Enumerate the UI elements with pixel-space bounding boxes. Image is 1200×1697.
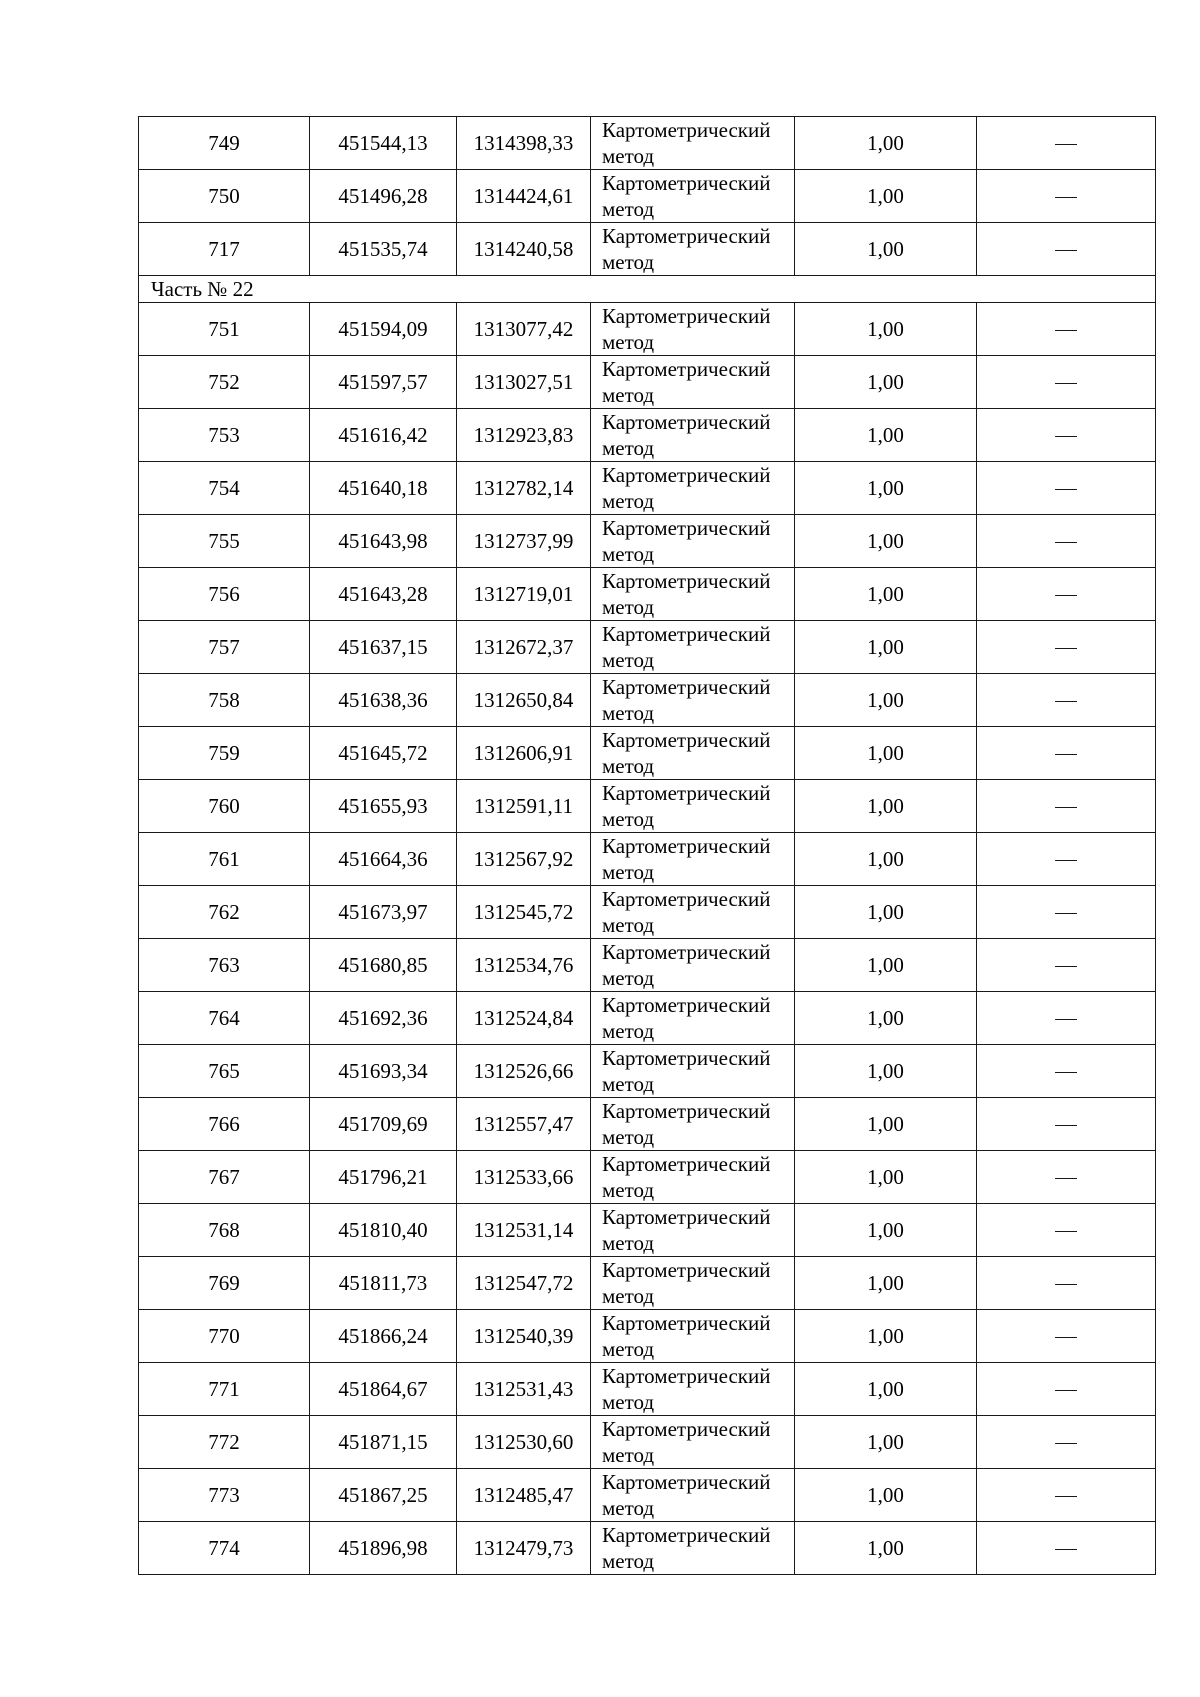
method-cell: Картометрический метод [591,1204,795,1257]
y-coordinate-cell: 1312479,73 [457,1522,591,1575]
precision-cell: 1,00 [795,1257,977,1310]
point-number-cell: 753 [139,409,310,462]
note-cell [977,1469,1156,1522]
precision-cell: 1,00 [795,621,977,674]
point-number-cell: 764 [139,992,310,1045]
point-number-cell: 762 [139,886,310,939]
dash-mark [1055,966,1077,967]
dash-mark [1055,542,1077,543]
note-cell [977,992,1156,1045]
dash-mark [1055,595,1077,596]
x-coordinate-cell: 451638,36 [310,674,457,727]
y-coordinate-cell: 1314398,33 [457,117,591,170]
table-row [139,727,1156,780]
dash-mark [1055,913,1077,914]
x-coordinate-cell: 451616,42 [310,409,457,462]
point-number-cell: 717 [139,223,310,276]
precision-cell: 1,00 [795,833,977,886]
method-cell: Картометрический метод [591,833,795,886]
x-coordinate-cell: 451643,28 [310,568,457,621]
x-coordinate-cell: 451664,36 [310,833,457,886]
x-coordinate-cell: 451645,72 [310,727,457,780]
y-coordinate-cell: 1312557,47 [457,1098,591,1151]
dash-mark [1055,250,1077,251]
table-body-after-part [139,303,1156,1575]
precision-cell: 1,00 [795,1363,977,1416]
precision-cell: 1,00 [795,568,977,621]
x-coordinate-cell: 451810,40 [310,1204,457,1257]
point-number-cell: 770 [139,1310,310,1363]
table-row [139,939,1156,992]
x-coordinate-cell: 451673,97 [310,886,457,939]
x-coordinate-cell: 451796,21 [310,1151,457,1204]
precision-cell: 1,00 [795,303,977,356]
note-cell [977,939,1156,992]
x-coordinate-cell: 451693,34 [310,1045,457,1098]
method-cell: Картометрический метод [591,674,795,727]
dash-mark [1055,1337,1077,1338]
precision-cell: 1,00 [795,1045,977,1098]
note-cell [977,223,1156,276]
method-cell: Картометрический метод [591,223,795,276]
precision-cell: 1,00 [795,727,977,780]
y-coordinate-cell: 1312531,14 [457,1204,591,1257]
table-row [139,170,1156,223]
table-row [139,886,1156,939]
method-cell: Картометрический метод [591,992,795,1045]
table-row [139,780,1156,833]
precision-cell: 1,00 [795,674,977,727]
point-number-cell: 769 [139,1257,310,1310]
precision-cell: 1,00 [795,223,977,276]
y-coordinate-cell: 1312923,83 [457,409,591,462]
dash-mark [1055,330,1077,331]
dash-mark [1055,197,1077,198]
point-number-cell: 751 [139,303,310,356]
y-coordinate-cell: 1314240,58 [457,223,591,276]
x-coordinate-cell: 451544,13 [310,117,457,170]
method-cell: Картометрический метод [591,1416,795,1469]
table-row [139,1363,1156,1416]
dash-mark [1055,436,1077,437]
table-row [139,1257,1156,1310]
x-coordinate-cell: 451643,98 [310,515,457,568]
y-coordinate-cell: 1314424,61 [457,170,591,223]
note-cell [977,1045,1156,1098]
method-cell: Картометрический метод [591,1098,795,1151]
table-body-before-part [139,117,1156,276]
part-header-row [139,276,1156,303]
note-cell [977,833,1156,886]
table-row [139,223,1156,276]
y-coordinate-cell: 1312606,91 [457,727,591,780]
method-cell: Картометрический метод [591,462,795,515]
precision-cell: 1,00 [795,992,977,1045]
note-cell [977,674,1156,727]
dash-mark [1055,1496,1077,1497]
x-coordinate-cell: 451597,57 [310,356,457,409]
point-number-cell: 773 [139,1469,310,1522]
point-number-cell: 750 [139,170,310,223]
y-coordinate-cell: 1312531,43 [457,1363,591,1416]
table-row [139,1204,1156,1257]
precision-cell: 1,00 [795,356,977,409]
y-coordinate-cell: 1312540,39 [457,1310,591,1363]
precision-cell: 1,00 [795,462,977,515]
dash-mark [1055,1125,1077,1126]
y-coordinate-cell: 1312719,01 [457,568,591,621]
table-row [139,1045,1156,1098]
dash-mark [1055,144,1077,145]
dash-mark [1055,1284,1077,1285]
dash-mark [1055,383,1077,384]
method-cell: Картометрический метод [591,780,795,833]
method-cell: Картометрический метод [591,117,795,170]
precision-cell: 1,00 [795,886,977,939]
y-coordinate-cell: 1312782,14 [457,462,591,515]
table-row [139,833,1156,886]
table-row [139,1469,1156,1522]
point-number-cell: 758 [139,674,310,727]
precision-cell: 1,00 [795,1151,977,1204]
x-coordinate-cell: 451709,69 [310,1098,457,1151]
dash-mark [1055,1072,1077,1073]
dash-mark [1055,1549,1077,1550]
x-coordinate-cell: 451680,85 [310,939,457,992]
note-cell [977,409,1156,462]
y-coordinate-cell: 1312591,11 [457,780,591,833]
note-cell [977,117,1156,170]
precision-cell: 1,00 [795,1522,977,1575]
point-number-cell: 767 [139,1151,310,1204]
y-coordinate-cell: 1313027,51 [457,356,591,409]
table-row [139,1151,1156,1204]
note-cell [977,1310,1156,1363]
x-coordinate-cell: 451655,93 [310,780,457,833]
method-cell: Картометрический метод [591,1257,795,1310]
dash-mark [1055,701,1077,702]
method-cell: Картометрический метод [591,303,795,356]
point-number-cell: 771 [139,1363,310,1416]
method-cell: Картометрический метод [591,1469,795,1522]
method-cell: Картометрический метод [591,727,795,780]
note-cell [977,1522,1156,1575]
precision-cell: 1,00 [795,780,977,833]
y-coordinate-cell: 1312737,99 [457,515,591,568]
table-row [139,674,1156,727]
note-cell [977,568,1156,621]
point-number-cell: 761 [139,833,310,886]
note-cell [977,1416,1156,1469]
dash-mark [1055,1231,1077,1232]
table-row [139,1522,1156,1575]
dash-mark [1055,489,1077,490]
y-coordinate-cell: 1312530,60 [457,1416,591,1469]
dash-mark [1055,1390,1077,1391]
x-coordinate-cell: 451871,15 [310,1416,457,1469]
note-cell [977,1204,1156,1257]
method-cell: Картометрический метод [591,939,795,992]
method-cell: Картометрический метод [591,1045,795,1098]
y-coordinate-cell: 1312485,47 [457,1469,591,1522]
point-number-cell: 768 [139,1204,310,1257]
method-cell: Картометрический метод [591,1151,795,1204]
y-coordinate-cell: 1312533,66 [457,1151,591,1204]
method-cell: Картометрический метод [591,886,795,939]
y-coordinate-cell: 1312545,72 [457,886,591,939]
point-number-cell: 774 [139,1522,310,1575]
method-cell: Картометрический метод [591,1522,795,1575]
point-number-cell: 766 [139,1098,310,1151]
y-coordinate-cell: 1312567,92 [457,833,591,886]
x-coordinate-cell: 451866,24 [310,1310,457,1363]
point-number-cell: 757 [139,621,310,674]
x-coordinate-cell: 451637,15 [310,621,457,674]
note-cell [977,727,1156,780]
dash-mark [1055,1443,1077,1444]
x-coordinate-cell: 451496,28 [310,170,457,223]
note-cell [977,356,1156,409]
method-cell: Картометрический метод [591,621,795,674]
dash-mark [1055,1178,1077,1179]
note-cell [977,515,1156,568]
x-coordinate-cell: 451535,74 [310,223,457,276]
point-number-cell: 759 [139,727,310,780]
x-coordinate-cell: 451896,98 [310,1522,457,1575]
table-row [139,409,1156,462]
table-row [139,621,1156,674]
method-cell: Картометрический метод [591,568,795,621]
table-row [139,1310,1156,1363]
table-row [139,1416,1156,1469]
table-row [139,303,1156,356]
dash-mark [1055,860,1077,861]
table-row [139,515,1156,568]
note-cell [977,462,1156,515]
dash-mark [1055,1019,1077,1020]
precision-cell: 1,00 [795,939,977,992]
table-row [139,356,1156,409]
note-cell [977,886,1156,939]
y-coordinate-cell: 1312672,37 [457,621,591,674]
note-cell [977,170,1156,223]
point-number-cell: 754 [139,462,310,515]
point-number-cell: 772 [139,1416,310,1469]
y-coordinate-cell: 1312534,76 [457,939,591,992]
note-cell [977,303,1156,356]
x-coordinate-cell: 451811,73 [310,1257,457,1310]
y-coordinate-cell: 1312526,66 [457,1045,591,1098]
table-row [139,992,1156,1045]
x-coordinate-cell: 451692,36 [310,992,457,1045]
point-number-cell: 749 [139,117,310,170]
note-cell [977,621,1156,674]
document-page [138,116,1155,1575]
precision-cell: 1,00 [795,1204,977,1257]
point-number-cell: 760 [139,780,310,833]
note-cell [977,1151,1156,1204]
method-cell: Картометрический метод [591,409,795,462]
note-cell [977,1257,1156,1310]
point-number-cell: 752 [139,356,310,409]
method-cell: Картометрический метод [591,515,795,568]
dash-mark [1055,648,1077,649]
x-coordinate-cell: 451867,25 [310,1469,457,1522]
precision-cell: 1,00 [795,1469,977,1522]
precision-cell: 1,00 [795,409,977,462]
y-coordinate-cell: 1312650,84 [457,674,591,727]
note-cell [977,1363,1156,1416]
table-row [139,568,1156,621]
table-row [139,117,1156,170]
precision-cell: 1,00 [795,1310,977,1363]
coordinates-table [138,116,1156,1575]
precision-cell: 1,00 [795,515,977,568]
y-coordinate-cell: 1312524,84 [457,992,591,1045]
table-row [139,462,1156,515]
dash-mark [1055,807,1077,808]
part-header-body [139,276,1156,303]
point-number-cell: 765 [139,1045,310,1098]
point-number-cell: 763 [139,939,310,992]
y-coordinate-cell: 1312547,72 [457,1257,591,1310]
precision-cell: 1,00 [795,170,977,223]
x-coordinate-cell: 451864,67 [310,1363,457,1416]
dash-mark [1055,754,1077,755]
precision-cell: 1,00 [795,1416,977,1469]
method-cell: Картометрический метод [591,170,795,223]
x-coordinate-cell: 451640,18 [310,462,457,515]
point-number-cell: 755 [139,515,310,568]
precision-cell: 1,00 [795,1098,977,1151]
note-cell [977,1098,1156,1151]
point-number-cell: 756 [139,568,310,621]
x-coordinate-cell: 451594,09 [310,303,457,356]
method-cell: Картометрический метод [591,1310,795,1363]
table-row [139,1098,1156,1151]
method-cell: Картометрический метод [591,1363,795,1416]
part-label: Часть № 22 [139,276,1156,303]
method-cell: Картометрический метод [591,356,795,409]
precision-cell: 1,00 [795,117,977,170]
y-coordinate-cell: 1313077,42 [457,303,591,356]
note-cell [977,780,1156,833]
